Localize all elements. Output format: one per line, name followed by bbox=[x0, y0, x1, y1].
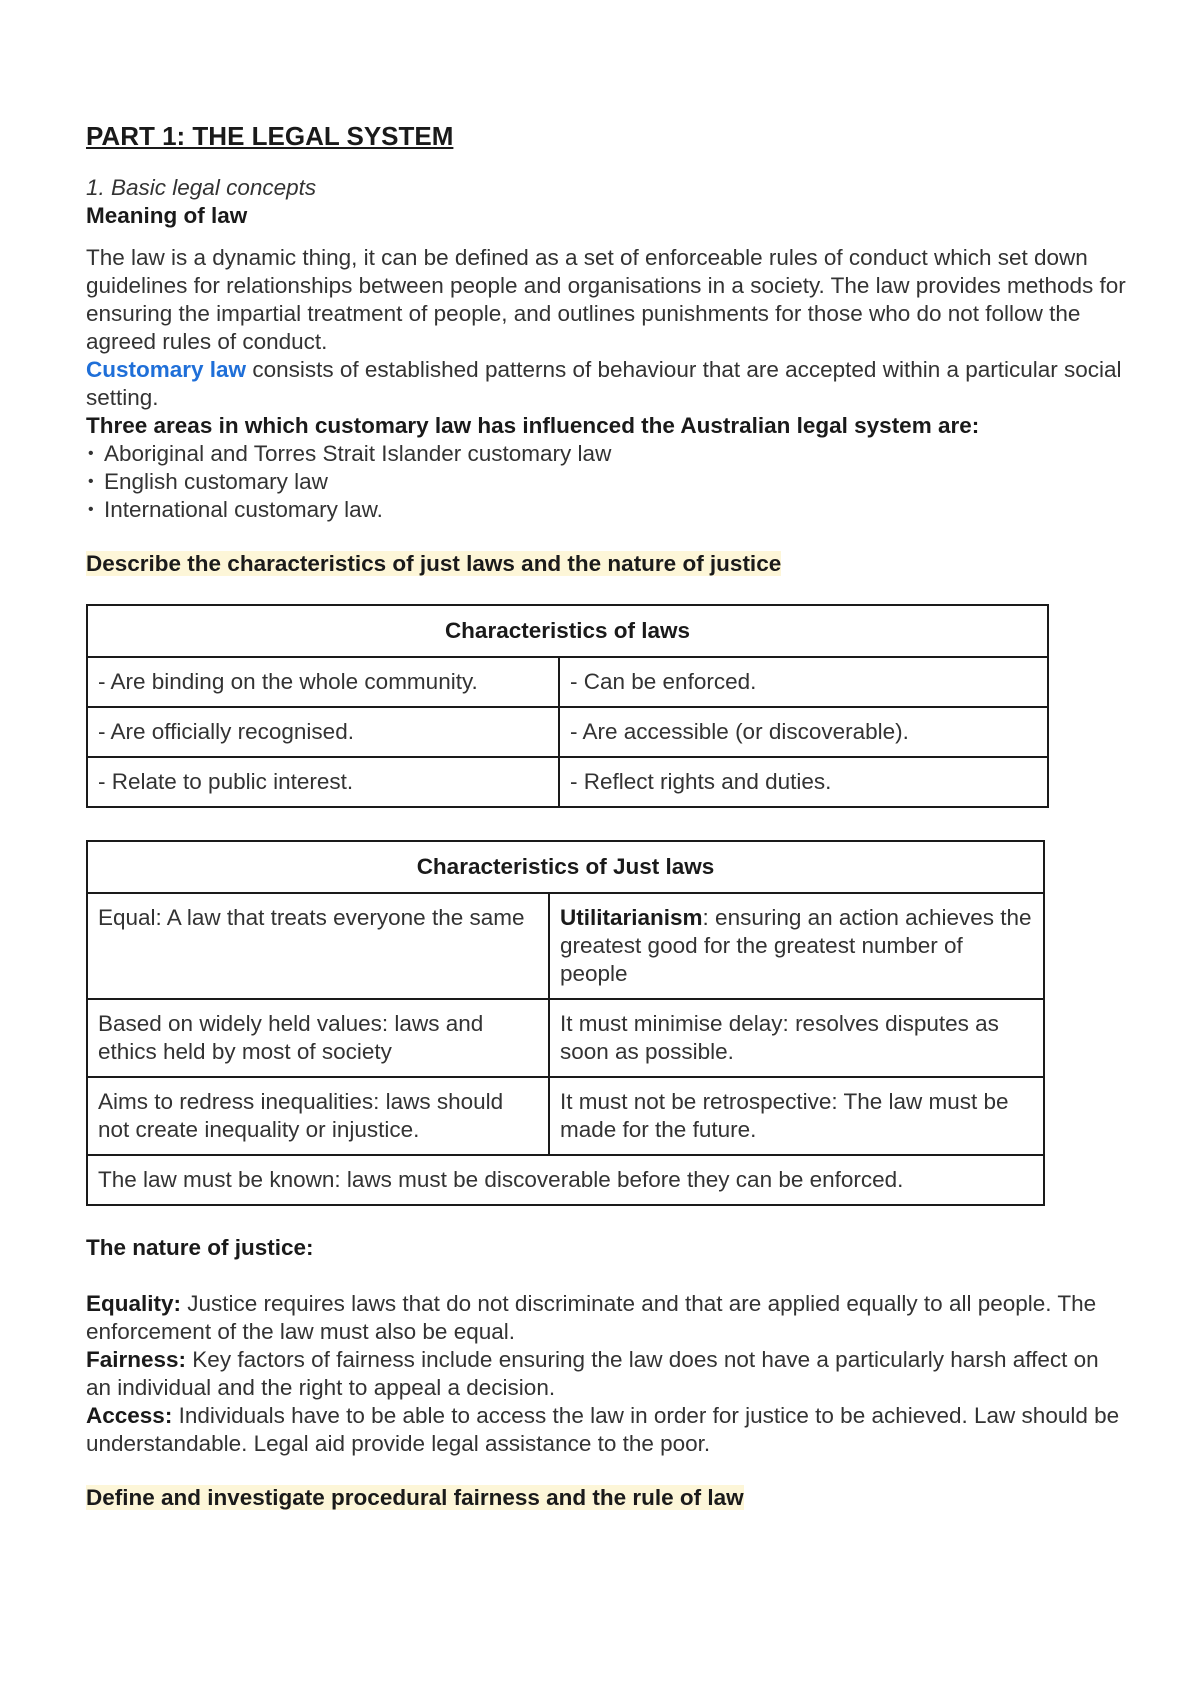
document-content bbox=[86, 120, 1126, 1512]
equality-text: Justice requires laws that do not discriminate and that are applied equally to all people. The enforcement of the law must also be equal. bbox=[86, 1291, 1097, 1344]
table-cell: - Are accessible (or discoverable). bbox=[559, 707, 1048, 757]
meaning-paragraph: The law is a dynamic thing, it can be defined as a set of enforceable rules of conduct which set down guidelines for relationships between people and organisations in a society. The law provides methods for ensuring the impartial treatment of people, and outlines punishments for those who do not follow the agreed rules of conduct. bbox=[86, 245, 1126, 354]
fairness-term: Fairness: bbox=[86, 1347, 187, 1372]
table-cell: It must minimise delay: resolves disputes as soon as possible. bbox=[549, 999, 1044, 1077]
table-cell: - Reflect rights and duties. bbox=[559, 757, 1048, 807]
page-title: PART 1: THE LEGAL SYSTEM bbox=[86, 121, 454, 151]
customary-paragraph bbox=[86, 356, 1126, 412]
table-cell: Equal: A law that treats everyone the same bbox=[87, 893, 549, 999]
table-row bbox=[87, 757, 1048, 807]
table-row bbox=[87, 1155, 1044, 1205]
table-cell: It must not be retrospective: The law must be made for the future. bbox=[549, 1077, 1044, 1155]
access-term: Access: bbox=[86, 1403, 173, 1428]
equality-paragraph bbox=[86, 1290, 1126, 1346]
define-heading: Define and investigate procedural fairness and the rule of law bbox=[86, 1485, 744, 1510]
table-row bbox=[87, 657, 1048, 707]
areas-list bbox=[86, 440, 1126, 524]
table-row bbox=[87, 999, 1044, 1077]
areas-heading: Three areas in which customary law has influenced the Australian legal system are: bbox=[86, 413, 980, 438]
customary-text: consists of established patterns of behaviour that are accepted within a particular social setting. bbox=[86, 357, 1122, 410]
table-cell: - Are officially recognised. bbox=[87, 707, 559, 757]
list-item: • English customary law bbox=[86, 468, 1126, 496]
equality-term: Equality: bbox=[86, 1291, 182, 1316]
fairness-paragraph bbox=[86, 1346, 1126, 1402]
utilitarianism-term: Utilitarianism bbox=[560, 905, 703, 930]
customary-term: Customary law bbox=[86, 357, 247, 382]
section-heading: 1. Basic legal concepts bbox=[86, 175, 317, 200]
nature-heading: The nature of justice: bbox=[86, 1235, 314, 1260]
characteristics-of-laws-table bbox=[86, 604, 1049, 808]
characteristics-of-just-laws-table bbox=[86, 840, 1045, 1206]
table-cell: Aims to redress inequalities: laws should not create inequality or injustice. bbox=[87, 1077, 549, 1155]
table-row bbox=[87, 893, 1044, 999]
table-header: Characteristics of laws bbox=[87, 605, 1048, 657]
table-cell: The law must be known: laws must be discoverable before they can be enforced. bbox=[87, 1155, 1044, 1205]
utilitarianism-text: : ensuring an action achieves the greatest good for the greatest number of people bbox=[560, 905, 1032, 986]
table-cell: Based on widely held values: laws and ethics held by most of society bbox=[87, 999, 549, 1077]
table-row bbox=[87, 707, 1048, 757]
table-header: Characteristics of Just laws bbox=[87, 841, 1044, 893]
access-paragraph bbox=[86, 1402, 1126, 1458]
table-row bbox=[87, 1077, 1044, 1155]
fairness-text: Key factors of fairness include ensuring the law does not have a particularly harsh affect on an individual and the right to appeal a decision. bbox=[86, 1347, 1099, 1400]
meaning-heading: Meaning of law bbox=[86, 203, 248, 228]
table-cell: - Can be enforced. bbox=[559, 657, 1048, 707]
list-item: • Aboriginal and Torres Strait Islander customary law bbox=[86, 440, 1126, 468]
access-text: Individuals have to be able to access the law in order for justice to be achieved. Law should be understandable. Legal aid provide legal assistance to the poor. bbox=[86, 1403, 1120, 1456]
describe-heading: Describe the characteristics of just laws and the nature of justice bbox=[86, 551, 782, 576]
table-cell bbox=[549, 893, 1044, 999]
table-cell: - Are binding on the whole community. bbox=[87, 657, 559, 707]
table-cell: - Relate to public interest. bbox=[87, 757, 559, 807]
list-item: • International customary law. bbox=[86, 496, 1126, 524]
